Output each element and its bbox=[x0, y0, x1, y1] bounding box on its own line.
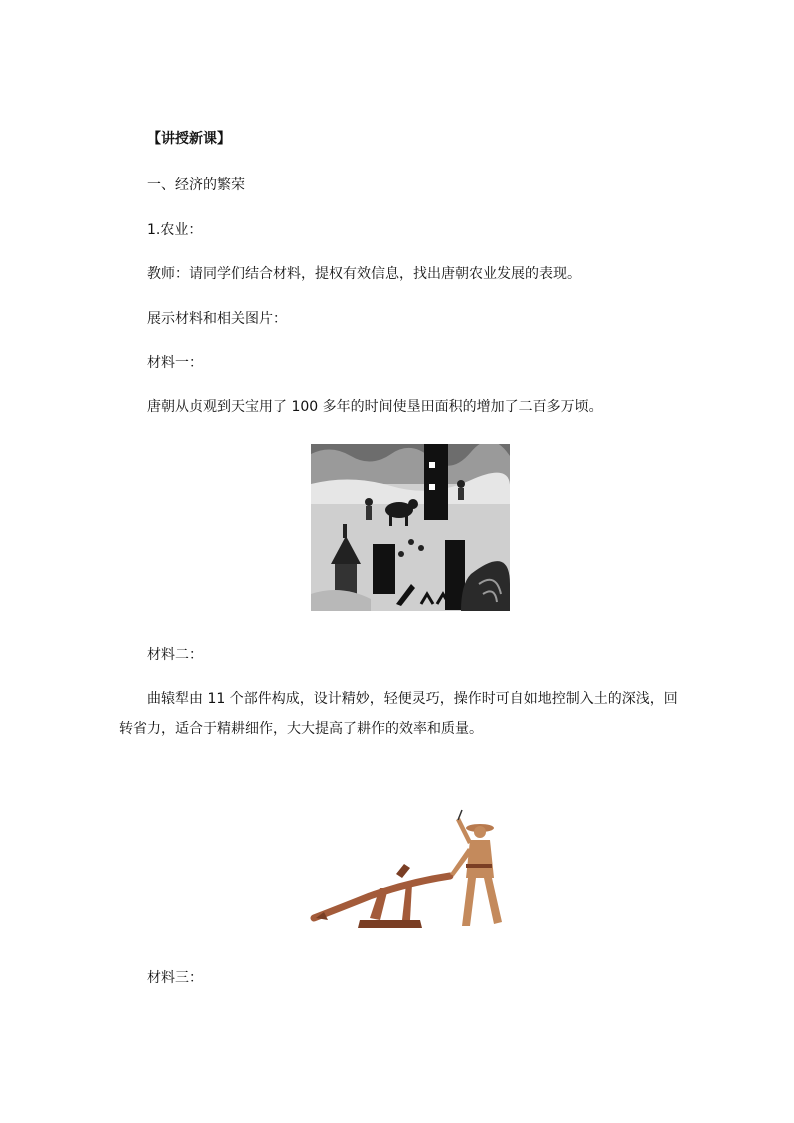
material-2-label: 材料二： bbox=[147, 647, 203, 663]
subheading-agriculture: 1.农业： bbox=[147, 222, 203, 238]
material-3-label: 材料三： bbox=[147, 970, 203, 986]
material-2-text-line1: 曲辕犁由 11 个部件构成，设计精妙，轻便灵巧，操作时可自如地控制入土的深浅，回 bbox=[147, 691, 678, 707]
section-header: 【讲授新课】 bbox=[147, 131, 231, 147]
material-1-label: 材料一： bbox=[147, 355, 203, 371]
show-materials-text: 展示材料和相关图片： bbox=[147, 311, 287, 327]
curved-plough-illustration bbox=[310, 808, 510, 938]
material-2-text-line2: 转省力，适合于精耕细作，大大提高了耕作的效率和质量。 bbox=[119, 721, 483, 737]
heading-economy: 一、经济的繁荣 bbox=[147, 177, 245, 193]
farming-mural-image bbox=[311, 444, 510, 611]
material-1-text: 唐朝从贞观到天宝用了 100 多年的时间使垦田面积的增加了二百多万顷。 bbox=[147, 399, 603, 415]
teacher-prompt: 教师：请同学们结合材料，提权有效信息，找出唐朝农业发展的表现。 bbox=[147, 266, 581, 282]
